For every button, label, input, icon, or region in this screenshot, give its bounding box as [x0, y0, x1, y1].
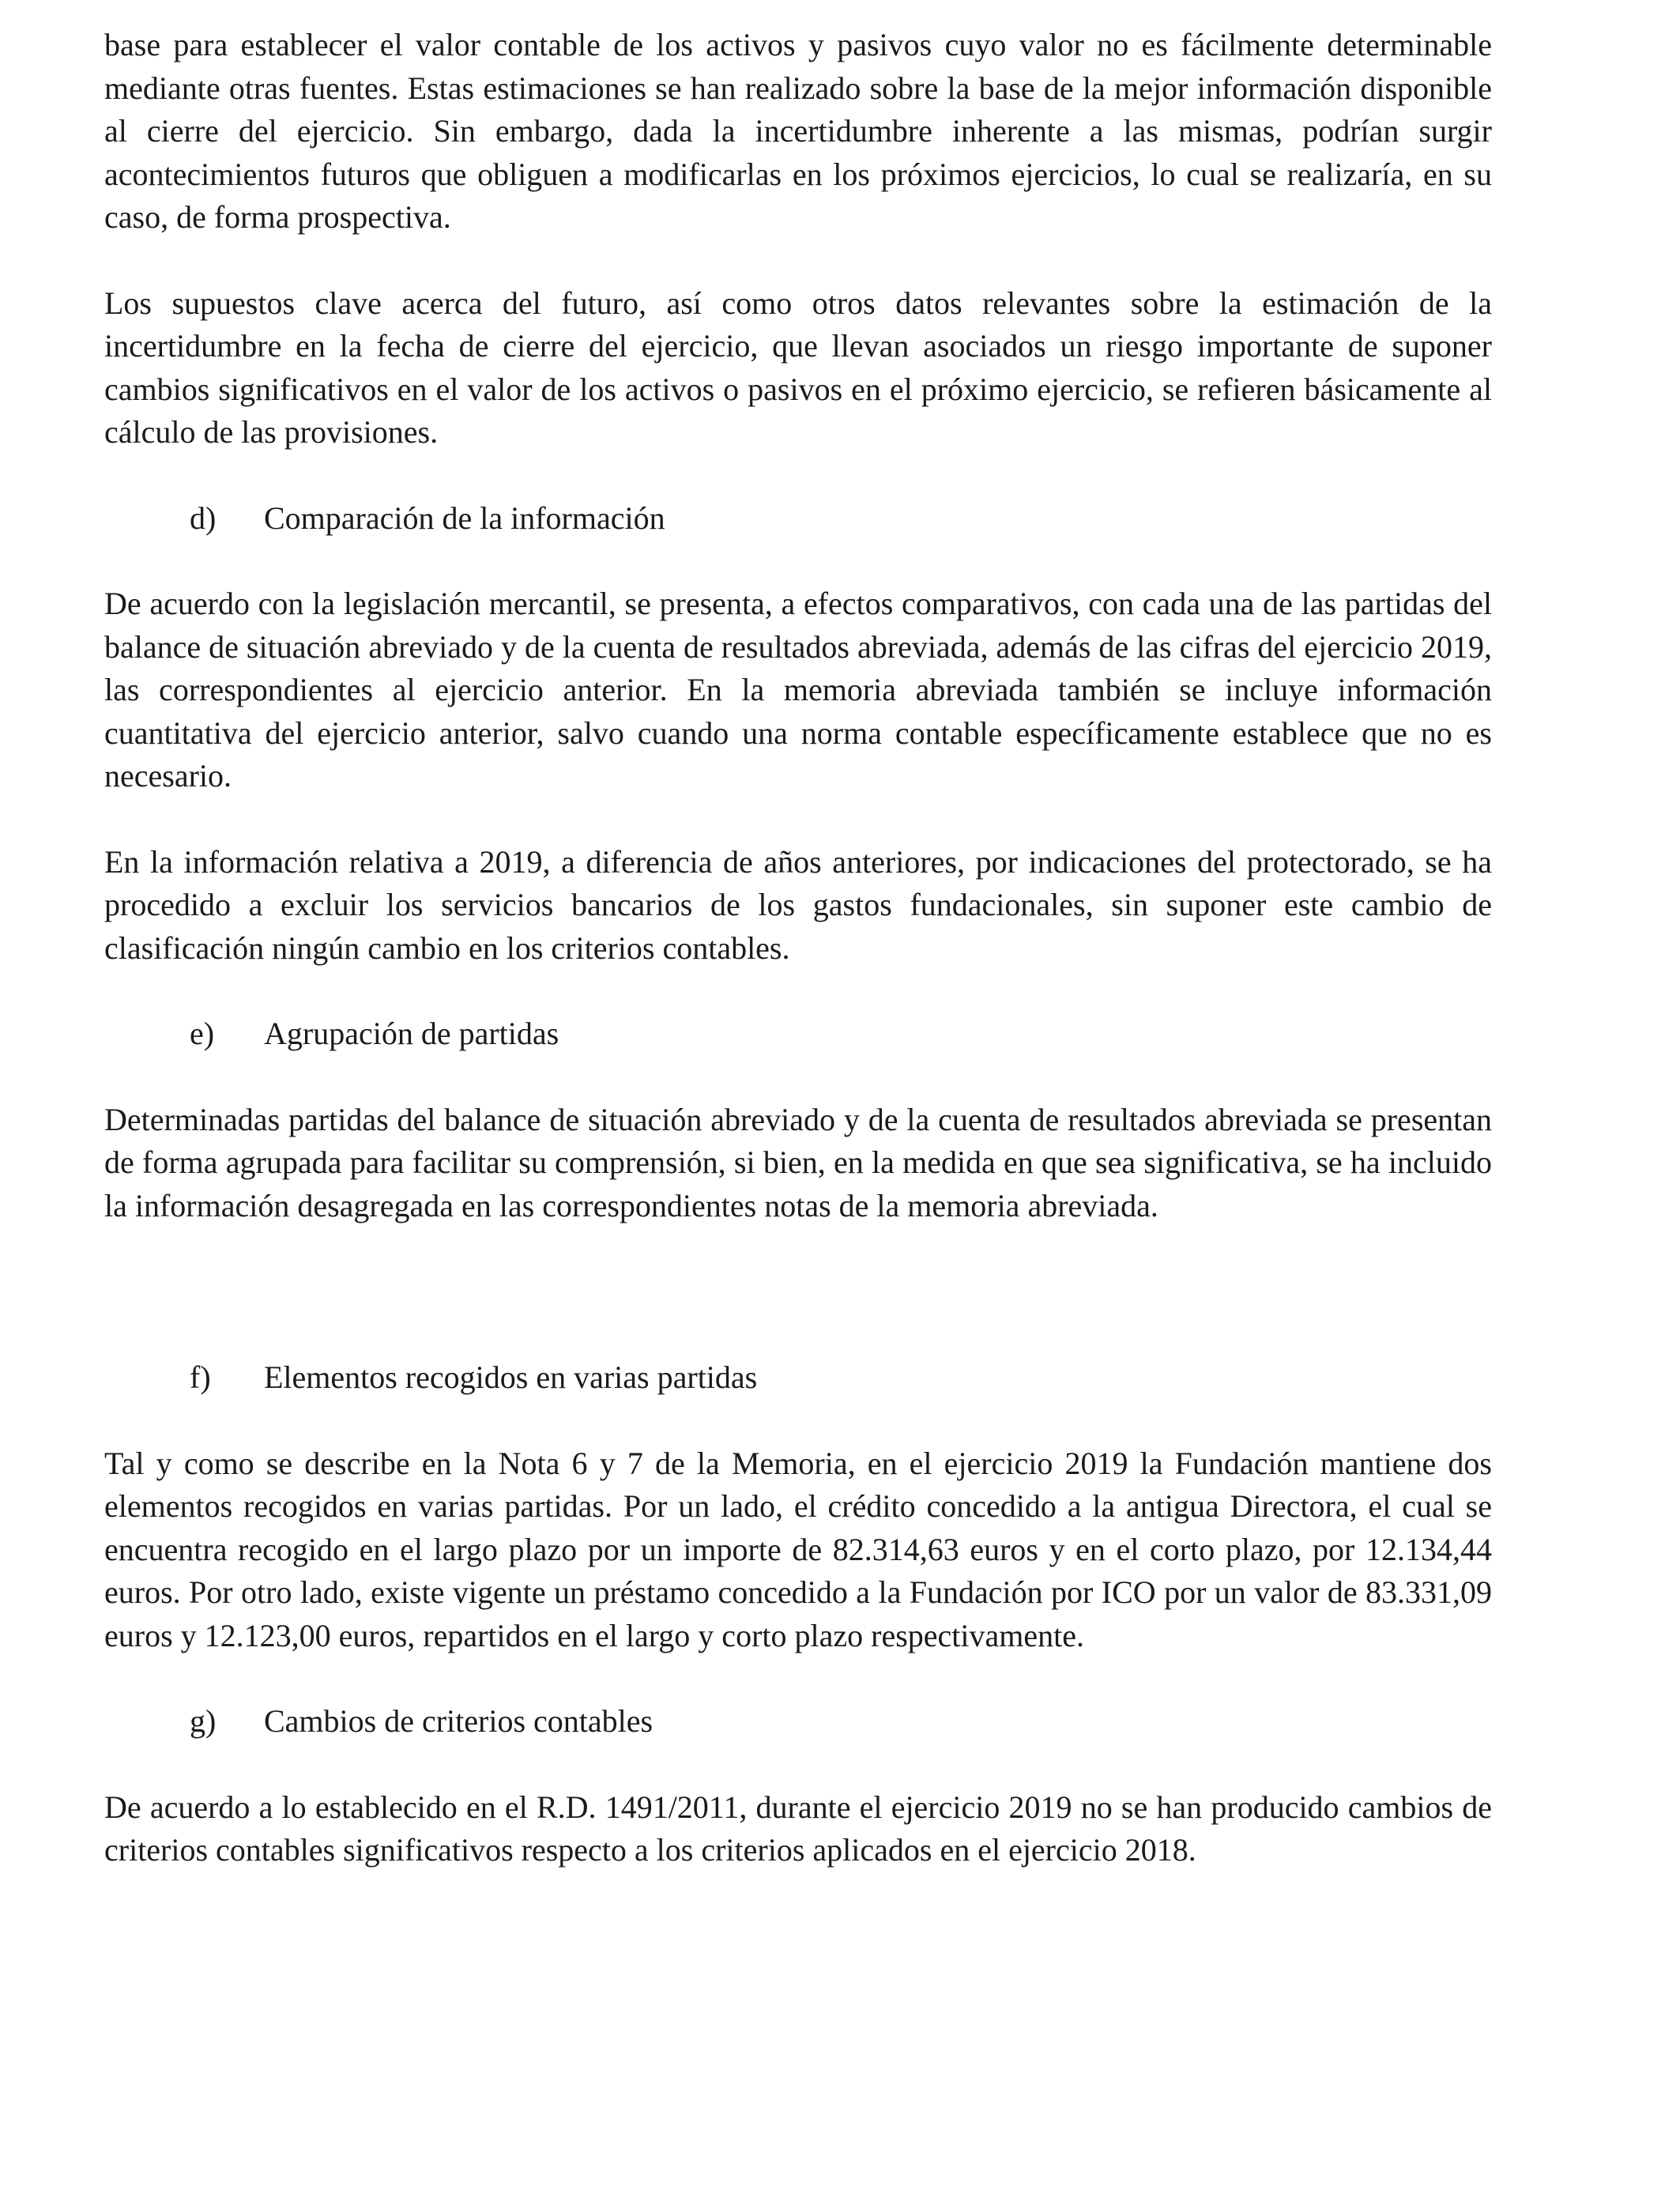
- section-letter: e): [190, 1016, 215, 1051]
- paragraph-estimation-basis: base para establecer el valor contable de los activos y pasivos cuyo valor no es fácilmente determinable mediante otras fuentes. Estas estimaciones se han realizado sobre la base de la mejor información disponible al cierre del ejercicio. Sin embargo, dada la incertidumbre inherente a las mismas, podrían surgir acontecimientos futuros que obliguen a modificarlas en los próximos ejercicios, lo cual se realizaría, en su caso, de forma prospectiva.: [104, 27, 1492, 235]
- section-heading-e: [104, 1012, 1492, 1056]
- paragraph-grouping: Determinadas partidas del balance de situación abreviado y de la cuenta de resultados abreviada se presentan de forma agrupada para facilitar su comprensión, si bien, en la medida en que sea significativa, se ha incluido la información desagregada en las correspondientes notas de la memoria abreviada.: [104, 1101, 1492, 1223]
- blank-space: [104, 1270, 1492, 1356]
- section-title: Comparación de la información: [264, 499, 665, 536]
- paragraph-multiple-items: Tal y como se describe en la Nota 6 y 7 de la Memoria, en el ejercicio 2019 la Fundación mantiene dos elementos recogidos en varias partidas. Por un lado, el crédito concedido a la antigua Directora, el cual se encuentra recogido en el largo plazo por un importe de 82.314,63 euros y en el corto plazo, por 12.134,44 euros. Por otro lado, existe vigente un préstamo concedido a la Fundación por ICO por un valor de 83.331,09 euros y 12.123,00 euros, repartidos en el largo y corto plazo respectivamente.: [104, 1445, 1492, 1653]
- paragraph-comparison-2: En la información relativa a 2019, a diferencia de años anteriores, por indicaciones del protectorado, se ha procedido a excluir los servicios bancarios de los gastos fundacionales, sin suponer este cambio de clasificación ningún cambio en los criterios contables.: [104, 843, 1492, 966]
- paragraph-comparison-1: De acuerdo con la legislación mercantil, se presenta, a efectos comparativos, con cada una de las partidas del balance de situación abreviado y de la cuenta de resultados abreviada, además de las cifras del ejercicio 2019, las correspondientes al ejercicio anterior. En la memoria abreviada también se incluye información cuantitativa del ejercicio anterior, salvo cuando una norma contable específicamente establece que no es necesario.: [104, 586, 1492, 794]
- section-title: Cambios de criterios contables: [264, 1703, 654, 1739]
- paragraph-key-assumptions: Los supuestos clave acerca del futuro, así como otros datos relevantes sobre la estimación de la incertidumbre en la fecha de cierre del ejercicio, que llevan asociados un riesgo importante de suponer cambios significativos en el valor de los activos o pasivos en el próximo ejercicio, se refieren básicamente al cálculo de las provisiones.: [104, 285, 1492, 450]
- paragraph-accounting-changes: De acuerdo a lo establecido en el R.D. 1491/2011, durante el ejercicio 2019 no se han producido cambios de criterios contables significativos respecto a los criterios aplicados en el ejercicio 2018.: [104, 1789, 1492, 1868]
- section-letter: d): [190, 499, 217, 536]
- section-letter: f): [190, 1359, 211, 1395]
- section-title: Agrupación de partidas: [264, 1016, 559, 1051]
- section-letter: g): [190, 1703, 217, 1739]
- section-heading-f: [104, 1356, 1492, 1400]
- section-heading-d: [104, 497, 1492, 541]
- section-title: Elementos recogidos en varias partidas: [264, 1359, 758, 1395]
- document-body: [104, 24, 1492, 1915]
- section-heading-g: [104, 1700, 1492, 1744]
